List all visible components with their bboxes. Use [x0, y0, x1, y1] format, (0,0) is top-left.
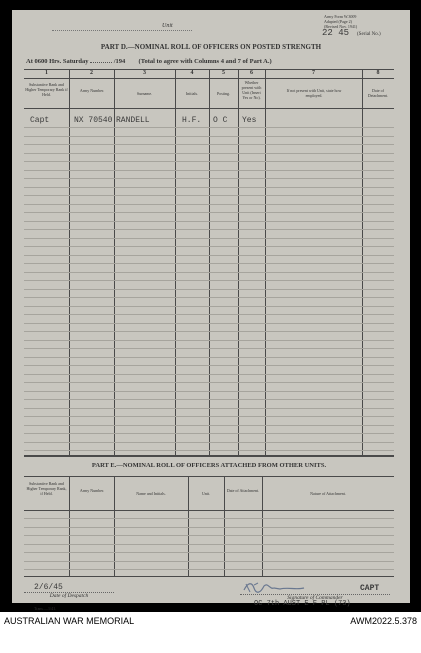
e-col-header-name: Name and Initials. — [136, 491, 166, 496]
col-num-2: 2 — [90, 70, 93, 76]
col-header-surname: Surname. — [136, 91, 153, 96]
ruled-line — [24, 229, 394, 230]
subtitle-year: /194 — [113, 58, 126, 65]
ruled-line — [24, 391, 394, 392]
footer-accession: AWM2022.5.378 — [350, 616, 417, 626]
footer-institution: AUSTRALIAN WAR MEMORIAL — [4, 616, 135, 626]
col-header-rank: Substantive Rank and Higher Temporary Rank if Held. — [25, 82, 68, 97]
ruled-line — [24, 255, 394, 256]
ruled-line — [24, 263, 394, 264]
e-col-header-nature: Nature of Attachment. — [310, 491, 346, 496]
ruled-line — [24, 331, 394, 332]
row1-rank: Capt — [30, 116, 50, 125]
ruled-line — [24, 365, 394, 366]
printer-code: Trans.—1/41. — [34, 606, 57, 611]
despatch-date: 2/6/45 — [34, 583, 63, 592]
ruled-line — [24, 212, 394, 213]
ruled-line — [24, 348, 394, 349]
form-reference — [324, 14, 406, 29]
form-sheet — [12, 10, 410, 611]
e-col-header-army-number: Army Number. — [79, 488, 105, 493]
col-header-army-number: Army Number. — [79, 88, 105, 93]
ruled-line — [24, 552, 394, 553]
part-d-title: PART D.—NOMINAL ROLL OF OFFICERS ON POSTED STRENGTH — [100, 43, 322, 51]
form-ref-line2: Adapted (Page 2) — [324, 19, 352, 24]
ruled-line — [24, 306, 394, 307]
col-header-present: Whether present with Unit (Insert Yes or No). — [241, 80, 262, 100]
ruled-line — [24, 289, 394, 290]
row1-surname: RANDELL — [116, 116, 150, 125]
ruled-line — [24, 408, 394, 409]
ruled-line — [24, 170, 394, 171]
e-col-header-date: Date of Attachment. — [226, 488, 260, 493]
ruled-line — [24, 399, 394, 400]
ruled-line — [24, 297, 394, 298]
form-ref-line1: Army Form W.3009 — [324, 14, 357, 19]
col-num-8: 8 — [376, 70, 380, 76]
unit-line — [52, 30, 192, 31]
ruled-line — [24, 272, 394, 273]
ruled-line — [24, 314, 394, 315]
signature-label: Signature of Commander — [287, 595, 343, 601]
col-header-initials: Initials. — [185, 91, 199, 96]
part-e-title: PART E.—NOMINAL ROLL OF OFFICERS ATTACHED FROM OTHER UNITS. — [91, 462, 327, 469]
ruled-line — [24, 416, 394, 417]
row1-initials: H.F. — [182, 116, 202, 125]
ruled-line — [24, 569, 394, 570]
ruled-line — [24, 340, 394, 341]
commander-unit: OC 7th AUST E F PL (73) — [254, 600, 351, 608]
subtitle-pre: At 0600 Hrs. Saturday — [26, 58, 89, 65]
col-num-5: 5 — [222, 70, 225, 76]
col-header-posting: Posting. — [216, 91, 230, 96]
ruled-line — [24, 178, 394, 179]
col-num-1: 1 — [45, 70, 48, 76]
row1-posting: O C — [213, 116, 228, 125]
part-d-subtitle — [26, 58, 396, 65]
serial-label: (Serial No.) — [357, 32, 381, 37]
ruled-line — [24, 136, 394, 137]
col-header-detachment: Date of Detachment. — [367, 88, 389, 98]
commander-rank: CAPT — [360, 584, 380, 593]
col-num-4: 4 — [190, 70, 194, 76]
row1-present: Yes — [242, 116, 257, 125]
ruled-line — [24, 153, 394, 154]
col-num-6: 6 — [250, 70, 253, 76]
subtitle-post: (Total to agree with Columns 4 and 7 of Part A.) — [138, 58, 272, 65]
ruled-line — [24, 374, 394, 375]
ruled-line — [24, 442, 394, 443]
serial-number: 22 45 — [322, 28, 350, 38]
ruled-line — [24, 535, 394, 536]
ruled-line — [24, 450, 394, 451]
ruled-line — [24, 161, 394, 162]
ruled-line — [24, 280, 394, 281]
despatch-date-label: Date of Despatch — [49, 593, 89, 599]
footer-bar — [0, 612, 421, 653]
ruled-line — [24, 323, 394, 324]
ruled-line — [24, 433, 394, 434]
col-num-3: 3 — [143, 70, 146, 76]
ruled-line — [24, 187, 394, 188]
ruled-line — [24, 144, 394, 145]
ruled-line — [24, 204, 394, 205]
ruled-line — [24, 221, 394, 222]
ruled-line — [24, 357, 394, 358]
form-ref-line3: (Revised Nov. 1941) — [324, 24, 358, 29]
e-col-header-unit: Unit. — [201, 491, 211, 496]
ruled-line — [24, 246, 394, 247]
ruled-line — [24, 561, 394, 562]
row1-army-number: NX 70540 — [74, 116, 113, 125]
ruled-line — [24, 544, 394, 545]
ruled-line — [24, 425, 394, 426]
ruled-line — [24, 238, 394, 239]
col-header-employed: If not present with Unit, state how employed. — [286, 88, 342, 98]
ruled-line — [24, 382, 394, 383]
ruled-line — [24, 195, 394, 196]
col-num-7: 7 — [312, 70, 315, 76]
ruled-line — [24, 127, 394, 128]
e-col-header-rank: Substantive Rank and Higher Temporary Rank, if Held. — [26, 481, 67, 496]
ruled-line — [24, 527, 394, 528]
unit-label: Unit — [162, 23, 173, 29]
ruled-line — [24, 518, 394, 519]
